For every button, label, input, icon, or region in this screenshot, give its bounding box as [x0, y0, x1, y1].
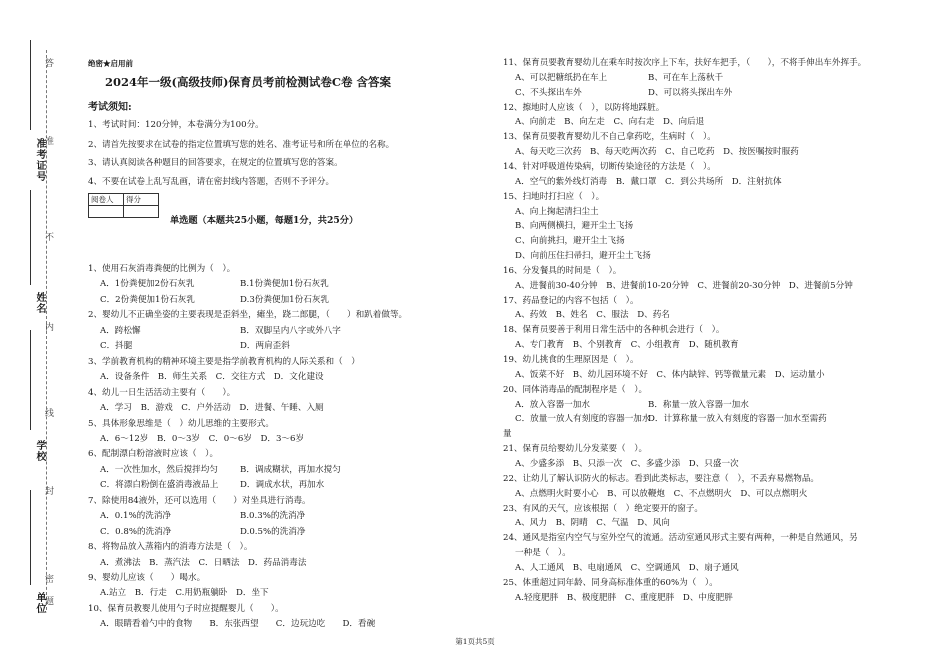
answer-option[interactable]: C、不头探出车外: [515, 87, 582, 98]
margin-label-school: 学校: [34, 440, 45, 462]
answer-option[interactable]: A、向前走 B、向左走 C、向右走 D、向后退: [515, 117, 705, 128]
notice-item: 4、不要在试卷上乱写乱画，请在密封线内答题，否则不予评分。: [88, 177, 335, 187]
question-text: 8、将物品放入蒸箱内的消毒方法是（ ）。: [88, 542, 253, 553]
answer-option[interactable]: B.1份粪便加1份石灰乳: [240, 279, 329, 290]
answer-option[interactable]: C．0.8%的洗消净: [100, 526, 172, 537]
answer-option[interactable]: A、风力 B、阴晴 C、气温 D、风向: [515, 518, 670, 529]
answer-option[interactable]: A.轻度肥胖 B、极度肥胖 C、重度肥胖 D、中度肥胖: [515, 592, 733, 603]
answer-option[interactable]: A．1份粪便加2份石灰乳: [100, 279, 195, 290]
notice-item: 1、考试时间：120分钟，本卷满分为100分。: [88, 120, 264, 130]
answer-option[interactable]: A、药效 B、姓名 C、服法 D、药名: [515, 310, 670, 321]
margin-label-exam-id: 准考证号: [34, 138, 45, 182]
answer-option[interactable]: A、每天吃三次药 B、每天吃两次药 C、自己吃药 D、按医嘱按时服药: [515, 147, 799, 158]
question-text: 2、婴幼儿不正确坐姿的主要表现是歪斜坐，瘫坐，跷二郎腿，（ ）和趴着做等。: [88, 310, 408, 321]
answer-option[interactable]: C．放量一放人有刻度的容器一加水: [515, 414, 651, 425]
answer-option[interactable]: A．学习 B．游戏 C．户外活动 D．进餐、午睡、入厕: [100, 403, 324, 414]
answer-option[interactable]: D．计算称量一放入有刻度的容器一加水至需药: [648, 414, 827, 425]
fill-line: [30, 190, 33, 285]
answer-option[interactable]: A．空气的紫外线灯消毒 B．戴口罩 C．到公共场所 D．注射抗体: [515, 176, 782, 187]
answer-option[interactable]: 量: [503, 429, 512, 440]
answer-option[interactable]: A．眼睛看着勺中的食物 B．东张西望 C．边玩边吃 D．看碗: [100, 619, 376, 630]
answer-option[interactable]: A、专门教育 B、个别教育 C、小组教育 D、随机教育: [515, 340, 739, 351]
margin-mark: 题: [43, 596, 53, 605]
answer-option[interactable]: A．一次性加水，然后搅拌均匀: [100, 464, 218, 475]
answer-option[interactable]: A、饭菜不好 B、幼儿园环境不好 C、体内缺锌、钙等微量元素 D、运动量小: [515, 369, 825, 380]
answer-option[interactable]: 一种是（ ）。: [515, 548, 571, 559]
answer-option[interactable]: A．放入容器一加水: [515, 399, 590, 410]
question-text: 11、保育员要教育婴幼儿在乘车时按次序上下车，扶好车把手，（ ），不将手伸出车外挥手。: [503, 58, 867, 68]
fill-line: [30, 330, 33, 430]
answer-option[interactable]: B、可在车上荡秋千: [648, 72, 724, 83]
answer-option[interactable]: A．跨松懈: [100, 325, 141, 336]
answer-option[interactable]: A.站立 B．行走 C.用奶瓶躺卧 D．坐下: [100, 588, 269, 599]
notice-title: 考试须知:: [88, 102, 132, 113]
answer-option[interactable]: D.3份粪便加1份石灰乳: [240, 294, 330, 305]
answer-option[interactable]: C．将漂白粉倒在盛消毒液品上: [100, 480, 219, 491]
score-table-score: 得分: [124, 194, 159, 206]
answer-option[interactable]: B．双脚呈内八字或外八字: [240, 325, 341, 336]
answer-option[interactable]: A、进餐前30-40分钟 B、进餐前10-20分钟 C、进餐前20-30分钟 D、进餐前5分钟: [515, 280, 853, 291]
answer-option[interactable]: A、人工通风 B、电扇通风 C、空调通风 D、扇子通风: [515, 562, 739, 573]
answer-option[interactable]: A、点燃明火时要小心 B、可以放鞭炮 C、不点燃明火 D、可以点燃明火: [515, 488, 808, 499]
answer-option[interactable]: A．设备条件 B．师生关系 C．交往方式 D．文化建设: [100, 372, 324, 383]
notice-item: 2、请首先按要求在试卷的指定位置填写您的姓名、准考证号和所在单位的名称。: [88, 140, 395, 150]
question-text: 9、婴幼儿应该（ ）喝水。: [88, 573, 206, 583]
answer-option[interactable]: B.0.3%的洗消净: [240, 511, 306, 522]
answer-option[interactable]: D.0.5%的洗消净: [240, 526, 306, 537]
question-text: 7、除使用84液外，还可以选用（ ）对坐具进行消毒。: [88, 495, 311, 506]
answer-option[interactable]: A、少盛多添 B、只添一次 C、多盛少添 D、只盛一次: [515, 458, 739, 469]
answer-option[interactable]: A．煮沸法 B．蒸汽法 C．日晒法 D．药品消毒法: [100, 557, 307, 568]
margin-mark: 准: [43, 136, 53, 145]
fill-line: [30, 40, 33, 130]
answer-option[interactable]: B．称量一放入容器一加水: [648, 399, 749, 410]
margin-mark: 封: [43, 486, 53, 495]
score-table-grader: 阅卷人: [89, 194, 124, 206]
question-text: 14、针对呼吸道传染病，切断传染途径的方法是（ ）。: [503, 161, 716, 172]
score-table-cell[interactable]: [89, 206, 124, 218]
question-text: 1、使用石灰消毒粪便的比例为（ ）。: [88, 264, 236, 274]
question-text: 22、让幼儿了解认识防火的标志。看到此类标志，要注意（ ），不丢弃易燃物品。: [503, 473, 820, 484]
question-text: 20、同体消毒品的配制程序是（ ）。: [503, 384, 648, 395]
page-title: 2024年一级(高级技师)保育员考前检测试卷C卷 含答案: [105, 75, 392, 89]
question-text: 23、有风的天气，应该根据（ ）绝定要开的窗子。: [503, 503, 703, 514]
answer-option[interactable]: B、向两侧横扫，避开尘土飞扬: [515, 221, 634, 232]
question-text: 24、通风是指室内空气与室外空气的流通。活动室通风形式主要有两种，一种是自然通风，另: [503, 533, 858, 544]
question-text: 4、幼儿一日生活活动主要有（ ）。: [88, 387, 236, 398]
question-text: 3、学前教育机构的精神环境主要是指学前教育机构的人际关系和（ ）: [88, 356, 360, 367]
question-text: 12、擦地时人应该（ ），以防将地踩脏。: [503, 102, 665, 113]
section-title: 单选题（本题共25小题，每题1分，共25分）: [170, 215, 359, 226]
margin-mark: 不: [43, 232, 53, 241]
answer-option[interactable]: A、可以把糖纸扔在车上: [515, 72, 608, 83]
question-text: 15、扫地时打扫应（ ）。: [503, 191, 605, 202]
margin-mark: 答: [43, 58, 53, 67]
margin-mark: 密: [43, 574, 53, 583]
margin-label-unit: 单位: [34, 592, 45, 614]
answer-option[interactable]: D．调成水状，再加水: [240, 480, 325, 491]
question-text: 25、体重超过同年龄、同身高标准体重的60%为（ ）。: [503, 577, 718, 588]
score-table: [88, 193, 159, 218]
answer-option[interactable]: A．6～12岁 B．0～3岁 C．0～6岁 D．3～6岁: [100, 433, 305, 444]
answer-option[interactable]: A、向上掬起清扫尘土: [515, 206, 599, 217]
answer-option[interactable]: C、向前挑扫，避开尘土飞扬: [515, 236, 625, 247]
secret-label: 绝密★启用前: [88, 59, 133, 68]
score-table-cell[interactable]: [124, 206, 159, 218]
page-footer: 第1页共5页: [455, 637, 495, 646]
answer-option[interactable]: B．调成糊状，再加水搅匀: [240, 464, 341, 475]
margin-mark: 线: [43, 408, 53, 417]
fill-line: [30, 490, 33, 585]
answer-option[interactable]: A．0.1%的洗消净: [100, 511, 172, 522]
answer-option[interactable]: D、可以将头探出车外: [648, 87, 733, 98]
answer-option[interactable]: D、向前压住扫帚扫，避开尘土飞扬: [515, 251, 651, 262]
question-text: 19、幼儿挑食的生理原因是（ ）。: [503, 355, 639, 365]
question-text: 21、保育员给婴幼儿分发菜要（ ）。: [503, 444, 648, 455]
question-text: 16、分发餐具的时间是（ ）。: [503, 265, 622, 276]
answer-option[interactable]: C．2份粪便加1份石灰乳: [100, 294, 195, 305]
question-text: 13、保育员要教育婴幼儿不自己拿药吃，生病时（ ）。: [503, 132, 716, 143]
margin-label-name: 姓名: [34, 292, 45, 314]
answer-option[interactable]: C．抖腿: [100, 341, 133, 352]
question-text: 17、药品登记的内容不包括（ ）。: [503, 295, 639, 306]
question-text: 5、具体形象思维是（ ）幼儿思维的主要形式。: [88, 418, 274, 429]
question-text: 18、保育员要善于利用日常生活中的各种机会进行（ ）。: [503, 325, 725, 336]
question-text: 10、保育员教婴儿使用勺子时应提醒婴儿（ ）。: [88, 603, 284, 614]
binding-margin: [0, 0, 80, 671]
question-text: 6、配制漂白粉溶液时应该（ ）。: [88, 449, 219, 460]
margin-mark: 内: [43, 322, 53, 331]
answer-option[interactable]: D．两肩歪斜: [240, 341, 290, 352]
notice-item: 3、请认真阅读各种题目的回答要求，在规定的位置填写您的答案。: [88, 158, 343, 168]
